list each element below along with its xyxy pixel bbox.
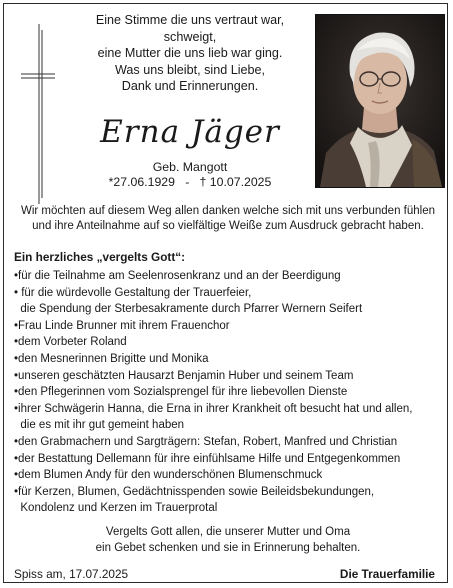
list-item: die es mit ihr gut gemeint haben bbox=[14, 419, 185, 432]
poem-line: Dank und Erinnerungen. bbox=[121, 79, 259, 94]
list-item: die Spendung der Sterbesakramente durch Pfarrer Wernern Seifert bbox=[14, 303, 363, 316]
thanks-intro bbox=[14, 204, 442, 234]
closing-text bbox=[14, 525, 442, 556]
thanks-line: und ihre Anteilnahme auf so vielfältige Weiße zum Ausdruck gebracht haben. bbox=[32, 220, 424, 232]
signature-family: Die Trauerfamilie bbox=[339, 567, 435, 581]
list-item: •unseren geschätzten Hausarzt Benjamin Huber und seinem Team bbox=[14, 369, 354, 382]
list-item: •für Kerzen, Blumen, Gedächtnisspenden sowie Beileidsbekundungen, bbox=[14, 485, 375, 498]
poem-line: Eine Stimme die uns vertraut war, bbox=[95, 13, 285, 27]
poem-line: Was uns bleibt, sind Liebe, bbox=[114, 62, 266, 77]
life-dates: *27.06.1929 - † 10.07.2025 bbox=[108, 175, 272, 189]
list-item: •den Mesnerinnen Brigitte und Monika bbox=[14, 352, 209, 365]
list-item: •den Pflegerinnen vom Sozialsprengel für ihre liebevollen Dienste bbox=[14, 386, 348, 399]
list-item: •dem Vorbeter Roland bbox=[14, 336, 127, 349]
list-item: •dem Blumen Andy für den wunderschönen Blumenschmuck bbox=[14, 469, 323, 482]
place-date: Spiss am, 17.07.2025 bbox=[14, 567, 129, 581]
list-item: •ihrer Schwägerin Hanna, die Erna in ihrer Krankheit oft besucht hat und allen, bbox=[14, 402, 413, 415]
poem-line: schweigt, bbox=[163, 29, 217, 44]
thanks-list bbox=[14, 268, 444, 517]
memorial-poem bbox=[72, 12, 308, 95]
obituary-card bbox=[3, 3, 448, 583]
closing-line: ein Gebet schenken und sie in Erinnerung behalten. bbox=[95, 541, 361, 554]
poem-line: eine Mutter die uns lieb war ging. bbox=[97, 46, 283, 61]
list-item: •der Bestattung Dellemann für ihre einfühlsame Hilfe und Entgegenkommen bbox=[14, 452, 401, 465]
deceased-name: Erna Jäger bbox=[100, 114, 280, 150]
cross-icon bbox=[19, 24, 55, 204]
list-item: •Frau Linde Brunner mit ihrem Frauenchor bbox=[14, 319, 230, 332]
list-item: Kondolenz und Kerzen im Trauerprotal bbox=[14, 502, 218, 515]
maiden-name: Geb. Mangott bbox=[152, 160, 228, 174]
list-item: • für die würdevolle Gestaltung der Trauerfeier, bbox=[14, 286, 252, 299]
portrait-photo bbox=[315, 14, 445, 188]
list-heading: Ein herzliches „vergelts Gott“: bbox=[14, 250, 186, 264]
list-item: •für die Teilnahme am Seelenrosenkranz und an der Beerdigung bbox=[14, 270, 341, 282]
closing-line: Vergelts Gott allen, die unserer Mutter und Oma bbox=[105, 526, 351, 538]
thanks-line: Wir möchten auf diesem Weg allen danken welche sich mit uns verbunden fühlen bbox=[20, 205, 435, 217]
list-item: •den Grabmachern und Sargträgern: Stefan, Robert, Manfred und Christian bbox=[14, 435, 398, 448]
